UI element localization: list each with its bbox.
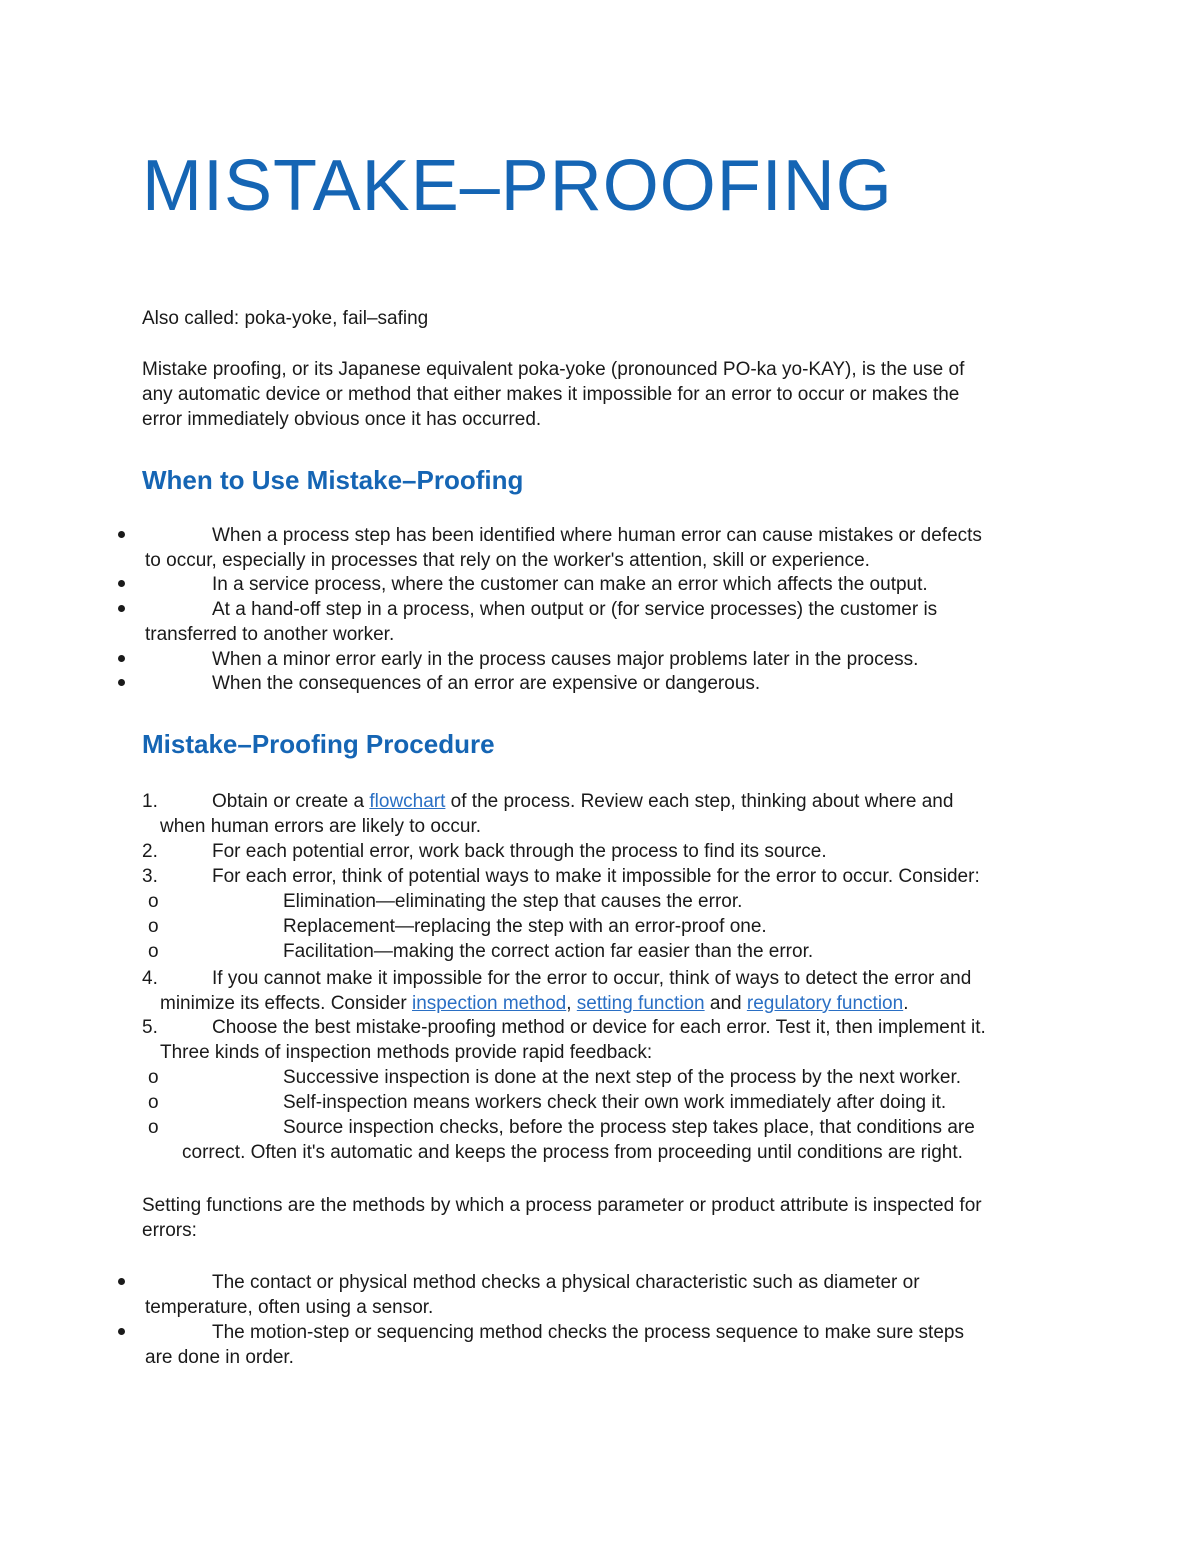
step-number: 5. [142, 1017, 158, 1038]
when-heading: When to Use Mistake–Proofing [142, 465, 524, 495]
circle-bullet-icon: o [148, 1092, 159, 1113]
step-number: 2. [142, 841, 158, 862]
bullet-icon [118, 1328, 125, 1335]
circle-bullet-icon: o [148, 916, 159, 937]
page-title: MISTAKE–PROOFING [142, 146, 893, 226]
intro-line: error immediately obvious once it has occurred. [142, 409, 542, 430]
sub-list-item: o Facilitation—making the correct action far easier than the error. [148, 941, 814, 962]
sub-list-item: o Elimination—eliminating the step that causes the error. [148, 891, 743, 912]
sub-list-item: o Successive inspection is done at the next step of the process by the next worker. [148, 1067, 962, 1088]
bullet-icon [118, 679, 125, 686]
procedure-heading: Mistake–Proofing Procedure [142, 729, 495, 759]
procedure-step: 5. Choose the best mistake-proofing method or device for each error. Test it, then implement it. Three kinds of inspection methods provide rapid feedback: [142, 1017, 986, 1063]
bullet-icon [118, 1278, 125, 1285]
list-item: At a hand-off step in a process, when output or (for service processes) the customer is transferred to another worker. [212, 597, 937, 647]
procedure-step: 3. For each error, think of potential ways to make it impossible for the error to occur. Consider: [142, 866, 980, 887]
sub-list-item: o Source inspection checks, before the process step takes place, that conditions are correct. Often it's automatic and keeps the process from proceeding until conditions are right. [148, 1117, 975, 1163]
procedure-step: 4. If you cannot make it impossible for the error to occur, think of ways to detect the error and minimize its effects. Consider inspection method, setting function and regulatory function. [142, 968, 972, 1014]
list-item: The motion-step or sequencing method checks the process sequence to make sure steps are done in order. [212, 1320, 964, 1370]
intro-line: any automatic device or method that either makes it impossible for an error to occur or makes the [142, 384, 960, 405]
list-item: In a service process, where the customer can make an error which affects the output. [212, 572, 928, 597]
setting-function-link[interactable]: setting function [576, 993, 705, 1014]
flowchart-link[interactable]: flowchart [369, 791, 446, 812]
procedure-step: 2. For each potential error, work back through the process to find its source. [142, 841, 827, 862]
also-called: Also called: poka-yoke, fail–safing [142, 308, 429, 329]
list-item: When a process step has been identified where human error can cause mistakes or defects to occur, especially in processes that rely on the worker's attention, skill or experience. [212, 523, 982, 573]
circle-bullet-icon: o [148, 1117, 159, 1138]
procedure-step: 1. Obtain or create a flowchart of the process. Review each step, thinking about where and when human errors are likely to occur. [142, 791, 954, 837]
bullet-icon [118, 605, 125, 612]
circle-bullet-icon: o [148, 1067, 159, 1088]
sub-list-item: o Replacement—replacing the step with an error-proof one. [148, 916, 767, 937]
circle-bullet-icon: o [148, 941, 159, 962]
list-item: When a minor error early in the process causes major problems later in the process. [212, 647, 918, 672]
step-number: 4. [142, 968, 158, 989]
step-number: 1. [142, 791, 158, 812]
bullet-icon [118, 580, 125, 587]
inspection-method-link[interactable]: inspection method [412, 993, 567, 1014]
intro-paragraph [142, 357, 1062, 432]
circle-bullet-icon: o [148, 891, 159, 912]
list-item: When the consequences of an error are expensive or dangerous. [212, 671, 760, 696]
bullet-icon [118, 531, 125, 538]
regulatory-function-link[interactable]: regulatory function [746, 993, 904, 1014]
step-number: 3. [142, 866, 158, 887]
sub-list-item: o Self-inspection means workers check their own work immediately after doing it. [148, 1092, 947, 1113]
intro-line: Mistake proofing, or its Japanese equivalent poka-yoke (pronounced PO-ka yo-KAY), is the use of [142, 359, 965, 380]
bullet-icon [118, 655, 125, 662]
list-item: The contact or physical method checks a physical characteristic such as diameter or temperature, often using a sensor. [212, 1270, 920, 1320]
setting-functions-paragraph: Setting functions are the methods by which a process parameter or product attribute is inspected for errors: [142, 1195, 982, 1241]
